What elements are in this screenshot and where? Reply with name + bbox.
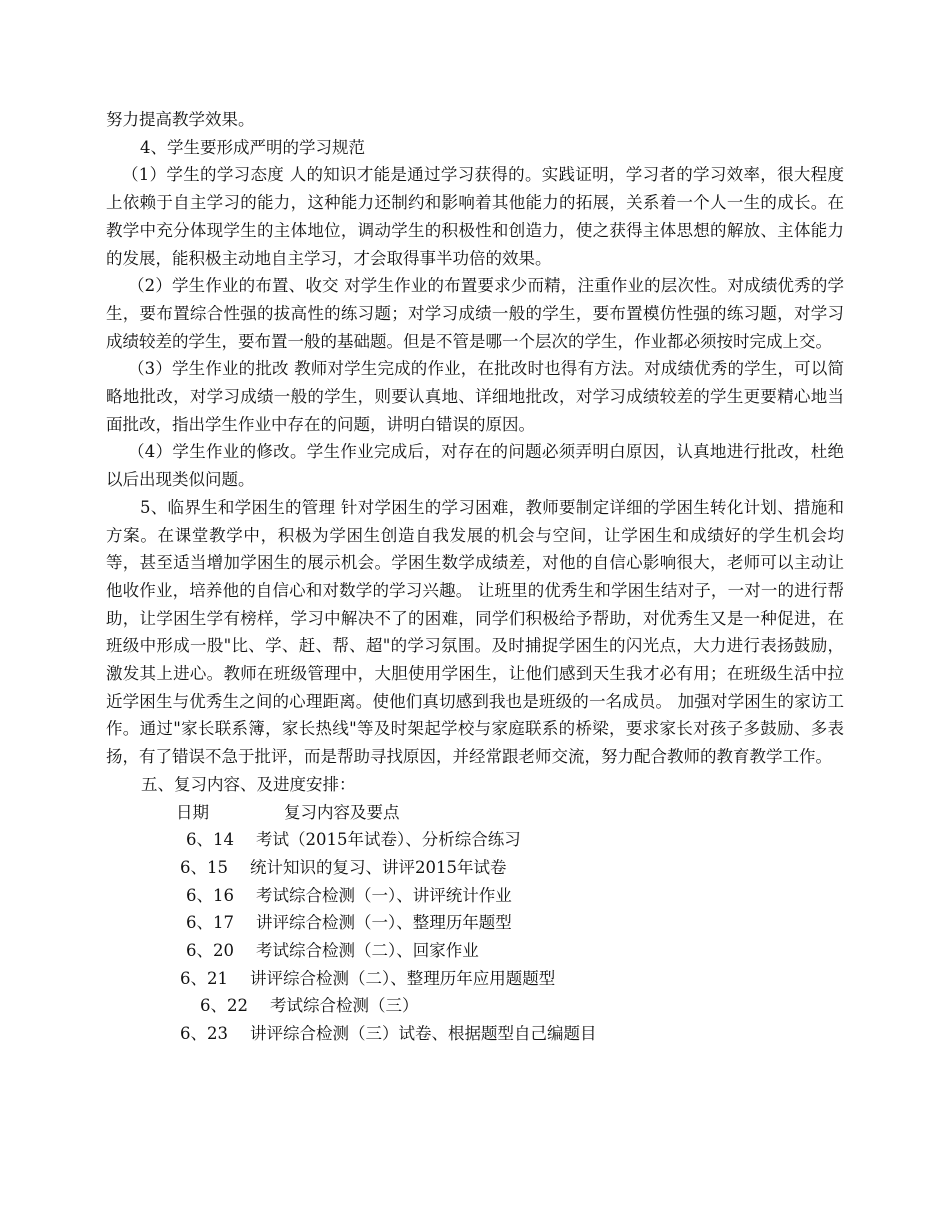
paragraph-struggling-students: 5、临界生和学困生的管理 针对学困生的学习困难，教师要制定详细的学困生转化计划、措施和方案。在课堂教学中，积极为学困生创造自我发展的机会与空间，让学困生和成绩好的学生机会均等，甚至适当增加学困生的展示机会。学困生数学成绩差，对他的自信心影响很大，老师可以主动让他收作业，培养他的自信心和对数学的学习兴趣。 让班里的优秀生和学困生结对子，一对一的进行帮助，让学困生学有榜样，学习中解决不了的困难，同学们积极给予帮助，对优秀生又是一种促进，在班级中形成一股"比、学、赶、帮、超"的学习氛围。及时捕捉学困生的闪光点，大力进行表扬鼓励，激发其上进心。教师在班级管理中，大胆使用学困生，让他们感到天生我才必有用；在班级生活中拉近学困生与优秀生之间的心理距离。使他们真切感到我也是班级的一名成员。 加强对学困生的家访工作。通过"家长联系簿，家长热线"等及时架起学校与家庭联系的桥梁，要求家长对孩子多鼓励、多表扬，有了错误不急于批评，而是帮助寻找原因，并经常跟老师交流，努力配合教师的教育教学工作。 — [106, 497, 844, 767]
paragraph-homework-revision: （4）学生作业的修改。学生作业完成后，对存在的问题必须弄明白原因，认真地进行批改，杜绝以后出现类似问题。 — [106, 442, 844, 490]
schedule-header — [106, 799, 844, 827]
schedule-content: 考试（2015年试卷）、分析综合练习 — [256, 830, 521, 850]
schedule-date: 6、16 — [186, 885, 234, 905]
schedule-content: 讲评综合检测（二）、整理历年应用题题型 — [250, 968, 556, 988]
schedule-row — [106, 1020, 844, 1048]
schedule-date: 6、22 — [200, 996, 248, 1016]
paragraph-continuation: 努力提高教学效果。 — [106, 110, 255, 129]
heading-review-schedule: 五、复习内容、及进度安排： — [141, 774, 356, 794]
schedule-content: 考试综合检测（二）、回家作业 — [256, 941, 479, 961]
schedule-row — [106, 854, 844, 882]
schedule-header-content: 复习内容及要点 — [284, 802, 400, 822]
schedule-content: 讲评综合检测（一）、整理历年题型 — [256, 913, 512, 933]
heading-study-norms: 4、学生要形成严明的学习规范 — [140, 137, 365, 157]
schedule-date: 6、15 — [180, 857, 228, 877]
schedule-content: 统计知识的复习、讲评2015年试卷 — [250, 857, 507, 877]
schedule-row — [106, 992, 844, 1020]
document-body — [106, 106, 844, 1048]
schedule-content: 考试综合检测（三） — [270, 996, 419, 1016]
schedule-date: 6、17 — [186, 913, 234, 933]
paragraph-homework-grading: （3）学生作业的批改 教师对学生完成的作业，在批改时也得有方法。对成绩优秀的学生，可以简略地批改，对学习成绩一般的学生，则要认真地、详细地批改，对学习成绩较差的学生更要精心地当面批改，指出学生作业中存在的问题，讲明白错误的原因。 — [106, 359, 844, 434]
schedule-date: 6、21 — [180, 968, 228, 988]
schedule-header-date: 日期 — [176, 802, 209, 822]
schedule-row — [106, 909, 844, 937]
schedule-row — [106, 937, 844, 965]
schedule-row — [106, 965, 844, 993]
schedule-content: 考试综合检测（一）、讲评统计作业 — [256, 885, 512, 905]
paragraph-homework-assign: （2）学生作业的布置、收交 对学生作业的布置要求少而精，注重作业的层次性。对成绩优秀的学生，要布置综合性强的拔高性的练习题；对学习成绩一般的学生，要布置模仿性强的练习题，对学习成绩较差的学生，要布置一般的基础题。但是不管是哪一个层次的学生，作业都必须按时完成上交。 — [106, 276, 844, 351]
schedule-date: 6、23 — [180, 1024, 228, 1044]
schedule-row — [106, 882, 844, 910]
schedule-date: 6、20 — [186, 941, 234, 961]
paragraph-study-attitude: （1）学生的学习态度 人的知识才能是通过学习获得的。实践证明，学习者的学习效率，很大程度上依赖于自主学习的能力，这种能力还制约和影响着其他能力的拓展，关系着一个人一生的成长。在教学中充分体现学生的主体地位，调动学生的积极性和创造力，使之获得主体思想的解放、主体能力的发展，能积极主动地自主学习，才会取得事半功倍的效果。 — [106, 165, 844, 268]
schedule-date: 6、14 — [186, 830, 234, 850]
schedule-content: 讲评综合检测（三）试卷、根据题型自己编题目 — [250, 1024, 597, 1044]
schedule-row — [106, 826, 844, 854]
